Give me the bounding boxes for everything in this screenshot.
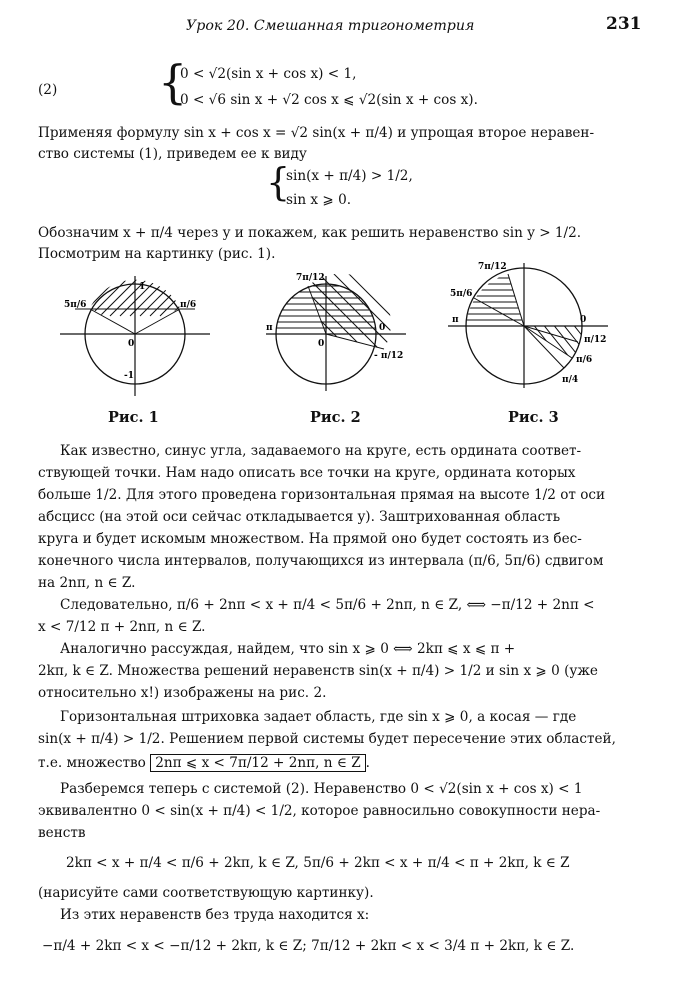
formula-final: −π/4 + 2kπ < x < −π/12 + 2kπ, k ∈ Z; 7π/12 + 2kπ < x < 3/4 π + 2kπ, k ∈ Z.: [42, 938, 575, 954]
fig1-label-bottom: -1: [124, 371, 134, 381]
draw-line1: (нарисуйте сами соответствующую картинку).: [38, 885, 374, 901]
known-line3: больше 1/2. Для этого проведена горизонтальная прямая на высоте 1/2 от оси: [38, 487, 606, 503]
hatch-line3-pre: т.е. множество: [38, 755, 146, 771]
known-line2: ствующей точки. Нам надо описать все точки на круге, ордината которых: [38, 465, 576, 481]
fig3-label-r3: π/6: [576, 355, 593, 365]
hatch-line3: [38, 753, 644, 774]
consequence-line2: x < 7/12 π + 2nπ, n ∈ Z.: [38, 619, 206, 635]
draw-line2: Из этих неравенств без труда находится x:: [60, 907, 370, 923]
fig3-label-r4: π/4: [562, 375, 579, 385]
fig3-label-r2: π/12: [584, 335, 607, 345]
system-1-line2: sin x ⩾ 0.: [286, 192, 352, 208]
figure-2-caption: Рис. 2: [310, 409, 361, 426]
fig1-label-left: 5π/6: [64, 300, 87, 310]
figure-2: [266, 266, 406, 406]
figure-3-caption: Рис. 3: [508, 409, 559, 426]
analog-line3: относительно x!) изображены на рис. 2.: [38, 685, 327, 701]
fig2-label-left: π: [266, 323, 273, 333]
hatch-line3-post: .: [365, 755, 370, 771]
substitution-line2: Посмотрим на картинку (рис. 1).: [38, 246, 276, 262]
known-line7: на 2nπ, n ∈ Z.: [38, 575, 136, 591]
system-2-line2: 0 < √6 sin x + √2 cos x ⩽ √2(sin x + cos x).: [180, 92, 478, 108]
page-header: [0, 10, 680, 34]
fig3-label-left2: π: [452, 315, 459, 325]
fig3-label-top: 7π/12: [478, 262, 507, 272]
known-line5: круга и будет искомым множеством. На прямой оно будет состоять из бес-: [38, 531, 582, 547]
system-1-line1: sin(x + π/4) > 1/2,: [286, 168, 413, 184]
analog-line1: Аналогично рассуждая, найдем, что sin x ⩾ 0 ⟺ 2kπ ⩽ x ⩽ π +: [60, 641, 516, 657]
fig3-label-r1: 0: [580, 315, 587, 325]
figure-1-caption: Рис. 1: [108, 409, 159, 426]
running-title: Урок 20. Смешанная тригонометрия: [186, 18, 475, 34]
figure-1: [60, 266, 210, 406]
system2-line2: эквивалентно 0 < sin(x + π/4) < 1/2, которое равносильно совокупности нера-: [38, 803, 601, 819]
system-2-line1: 0 < √2(sin x + cos x) < 1,: [180, 66, 357, 82]
system-2-brace: {: [158, 55, 188, 109]
fig2-label-zero: 0: [318, 339, 325, 349]
fig1-label-right: π/6: [180, 300, 197, 310]
figure-3: [448, 258, 608, 406]
answer-box: 2nπ ⩽ x < 7π/12 + 2nπ, n ∈ Z: [150, 754, 365, 772]
known-line1: Как известно, синус угла, задаваемого на круге, есть ордината соответ-: [60, 443, 582, 459]
system2-line1: Разберемся теперь с системой (2). Неравенство 0 < √2(sin x + cos x) < 1: [60, 781, 583, 797]
intro-line2: ство системы (1), приведем ее к виду: [38, 146, 307, 162]
formula-set: 2kπ < x + π/4 < π/6 + 2kπ, k ∈ Z, 5π/6 + 2kπ < x + π/4 < π + 2kπ, k ∈ Z: [66, 855, 570, 871]
fig2-label-right: 0: [379, 323, 386, 333]
system-1-brace: {: [266, 160, 291, 204]
fig1-label-zero: 0: [128, 339, 135, 349]
hatch-line1: Горизонтальная штриховка задает область, где sin x ⩾ 0, а косая — где: [60, 709, 577, 725]
system2-line3: венств: [38, 825, 86, 841]
fig1-label-top: 1: [139, 282, 146, 292]
analog-line2: 2kπ, k ∈ Z. Множества решений неравенств sin(x + π/4) > 1/2 и sin x ⩾ 0 (уже: [38, 663, 598, 679]
substitution-line1: Обозначим x + π/4 через y и покажем, как решить неравенство sin y > 1/2.: [38, 225, 582, 241]
system-2-label: (2): [38, 82, 58, 98]
page-number: 231: [606, 14, 642, 34]
known-line6: конечного числа интервалов, получающихся из интервала (π/6, 5π/6) сдвигом: [38, 553, 604, 569]
fig2-label-top: 7π/12: [296, 273, 325, 283]
fig2-label-bottom: - π/12: [374, 351, 404, 361]
hatch-line2: sin(x + π/4) > 1/2. Решением первой системы будет пересечение этих областей,: [38, 731, 616, 747]
consequence-line1: Следовательно, π/6 + 2nπ < x + π/4 < 5π/6 + 2nπ, n ∈ Z, ⟺ −π/12 + 2nπ <: [60, 597, 595, 613]
known-line4: абсцисс (на этой оси сейчас откладывается y). Заштрихованная область: [38, 509, 561, 525]
intro-line1: Применяя формулу sin x + cos x = √2 sin(x + π/4) и упрощая второе нерaвен-: [38, 125, 595, 141]
fig3-label-left1: 5π/6: [450, 289, 473, 299]
